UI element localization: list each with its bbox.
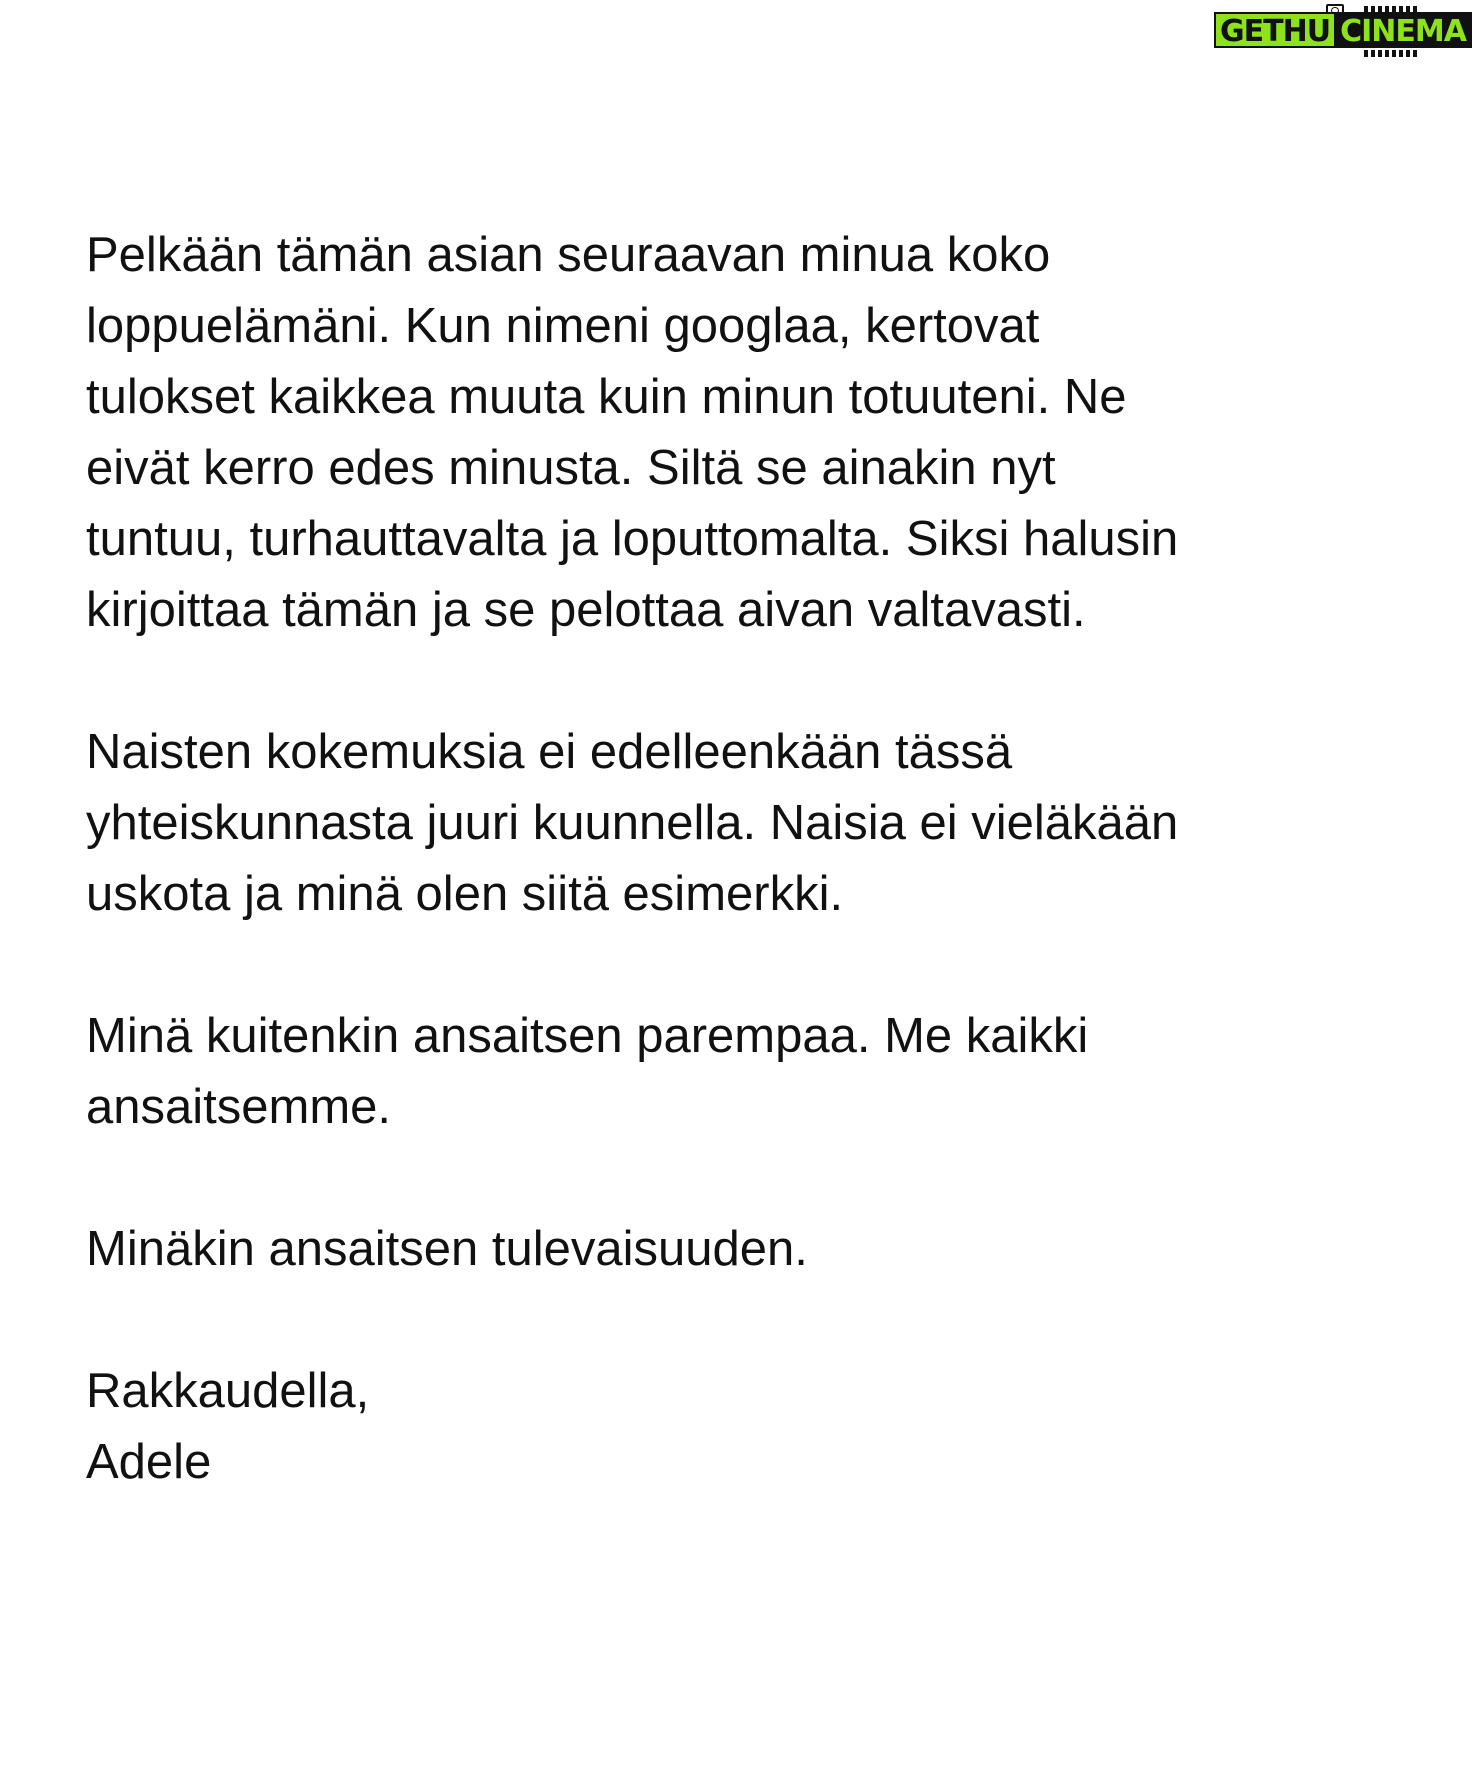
text-line: tuntuu, turhauttavalta ja loputtomalta. Siksi halusin [86,512,1179,566]
letter-body [86,220,1376,1498]
closing-line: Rakkaudella, [86,1364,370,1418]
paragraph-3 [86,1001,1376,1143]
text-line: uskota ja minä olen siitä esimerkki. [86,867,844,921]
watermark-wordmark [1214,12,1472,48]
sign-off [86,1356,1376,1498]
paragraph-1 [86,220,1376,646]
watermark-part-2: CINEMA [1334,12,1472,48]
paragraph-2 [86,717,1376,930]
text-line: yhteiskunnasta juuri kuunnella. Naisia ei vieläkään [86,796,1179,850]
paragraph-4 [86,1214,1376,1285]
text-line: Pelkään tämän asian seuraavan minua koko [86,228,1051,282]
text-line: Minä kuitenkin ansaitsen parempaa. Me kaikki [86,1009,1089,1063]
text-line: ansaitsemme. [86,1080,392,1134]
text-line: loppuelämäni. Kun nimeni googlaa, kertovat [86,299,1040,353]
signature: Adele [86,1435,212,1489]
watermark-part-1: GETHU [1214,12,1334,48]
text-line: kirjoittaa tämän ja se pelottaa aivan valtavasti. [86,583,1086,637]
text-line: Minäkin ansaitsen tulevaisuuden. [86,1222,808,1276]
text-line: tulokset kaikkea muuta kuin minun totuuteni. Ne [86,370,1127,424]
text-line: eivät kerro edes minusta. Siltä se ainakin nyt [86,441,1056,495]
gethucinema-watermark [1214,4,1466,54]
text-line: Naisten kokemuksia ei edelleenkään tässä [86,725,1013,779]
film-strip-icon [1364,50,1418,57]
